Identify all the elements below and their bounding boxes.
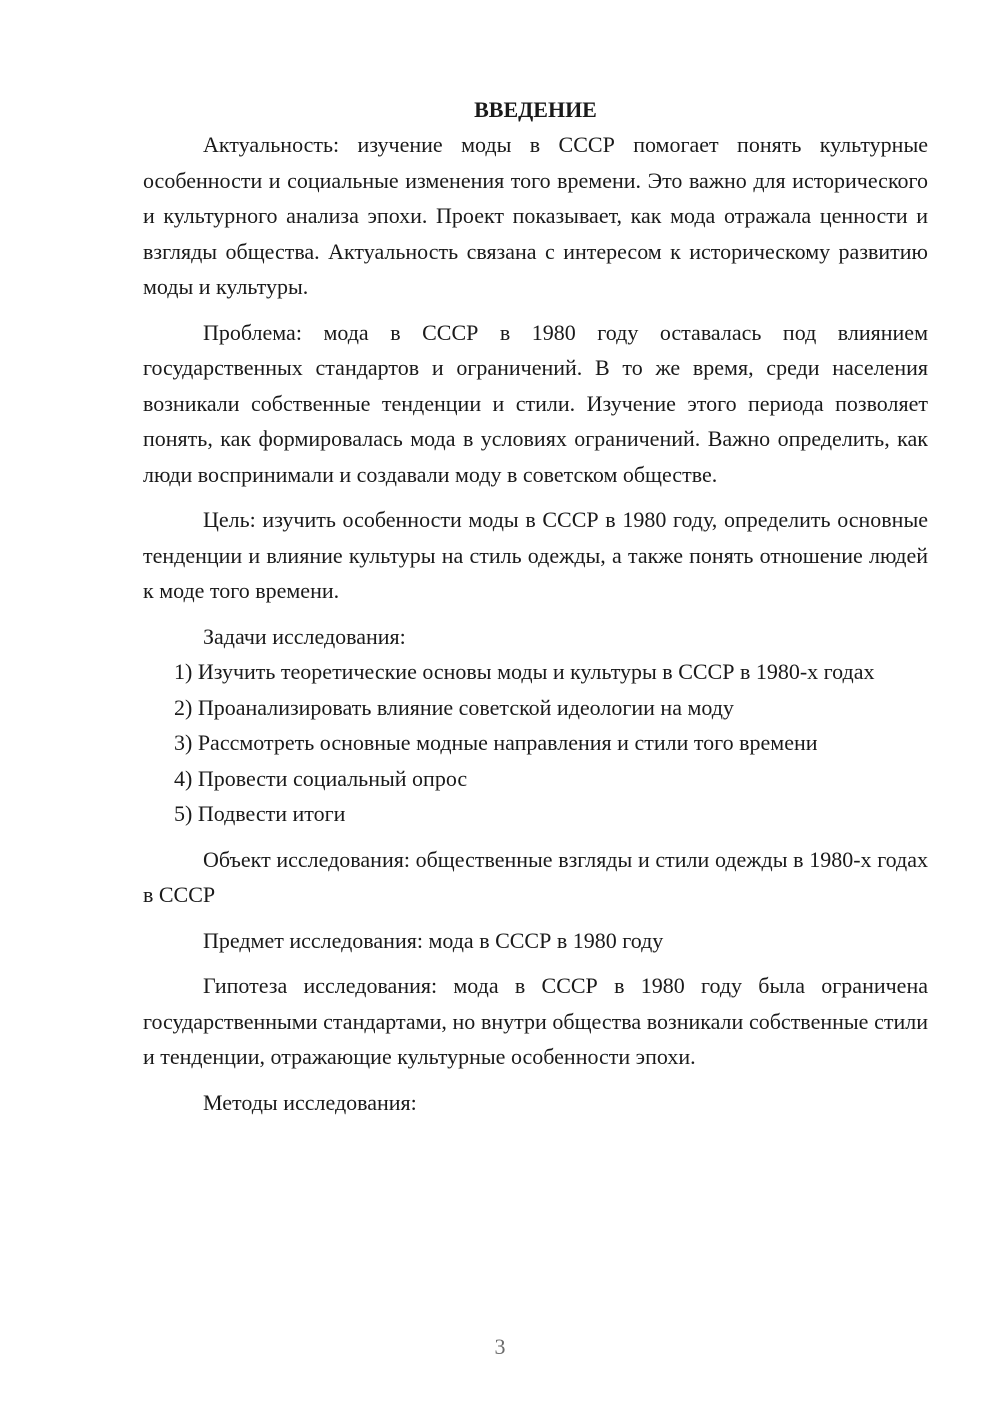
page-content	[143, 92, 928, 1120]
paragraph-hypothesis: Гипотеза исследования: мода в СССР в 1980 году была ограничена государственными стандартами, но внутри общества возникали собственные стили и тенденции, отражающие культурные особенности эпохи.	[143, 973, 928, 1069]
paragraph-problem: Проблема: мода в СССР в 1980 году оставалась под влиянием государственных стандартов и ограничений. В то же время, среди населения возникали собственные тенденции и стили. Изучение этого периода позволяет понять, как формировалась мода в условиях ограничений. Важно определить, как люди воспринимали и создавали моду в советском обществе.	[143, 319, 928, 487]
page-title: ВВЕДЕНИЕ	[474, 97, 597, 122]
list-item-task-4: 4) Провести социальный опрос	[174, 765, 468, 791]
list-item-task-1: 1) Изучить теоретические основы моды и культуры в СССР в 1980-х годах	[174, 659, 875, 684]
list-item-task-3: 3) Рассмотреть основные модные направления и стили того времени	[174, 730, 818, 755]
paragraph-subject: Предмет исследования: мода в СССР в 1980 году	[203, 927, 664, 953]
page-number: 3	[494, 1334, 506, 1359]
paragraph-relevance: Актуальность: изучение моды в СССР помогает понять культурные особенности и социальные изменения того времени. Это важно для исторического и культурного анализа эпохи. Проект показывает, как мода отражала ценности и взгляды общества. Актуальность связана с интересом к историческому развитию моды и культуры.	[143, 132, 928, 299]
paragraph-methods-heading: Методы исследования:	[203, 1089, 417, 1115]
paragraph-tasks-heading: Задачи исследования:	[203, 623, 406, 649]
paragraph-object: Объект исследования: общественные взгляды и стили одежды в 1980-х годах в СССР	[143, 846, 928, 907]
list-item-task-2: 2) Проанализировать влияние советской идеологии на моду	[174, 694, 734, 720]
list-item-task-5: 5) Подвести итоги	[174, 801, 346, 826]
paragraph-goal: Цель: изучить особенности моды в СССР в 1980 году, определить основные тенденции и влияние культуры на стиль одежды, а также понять отношение людей к моде того времени.	[143, 507, 928, 603]
